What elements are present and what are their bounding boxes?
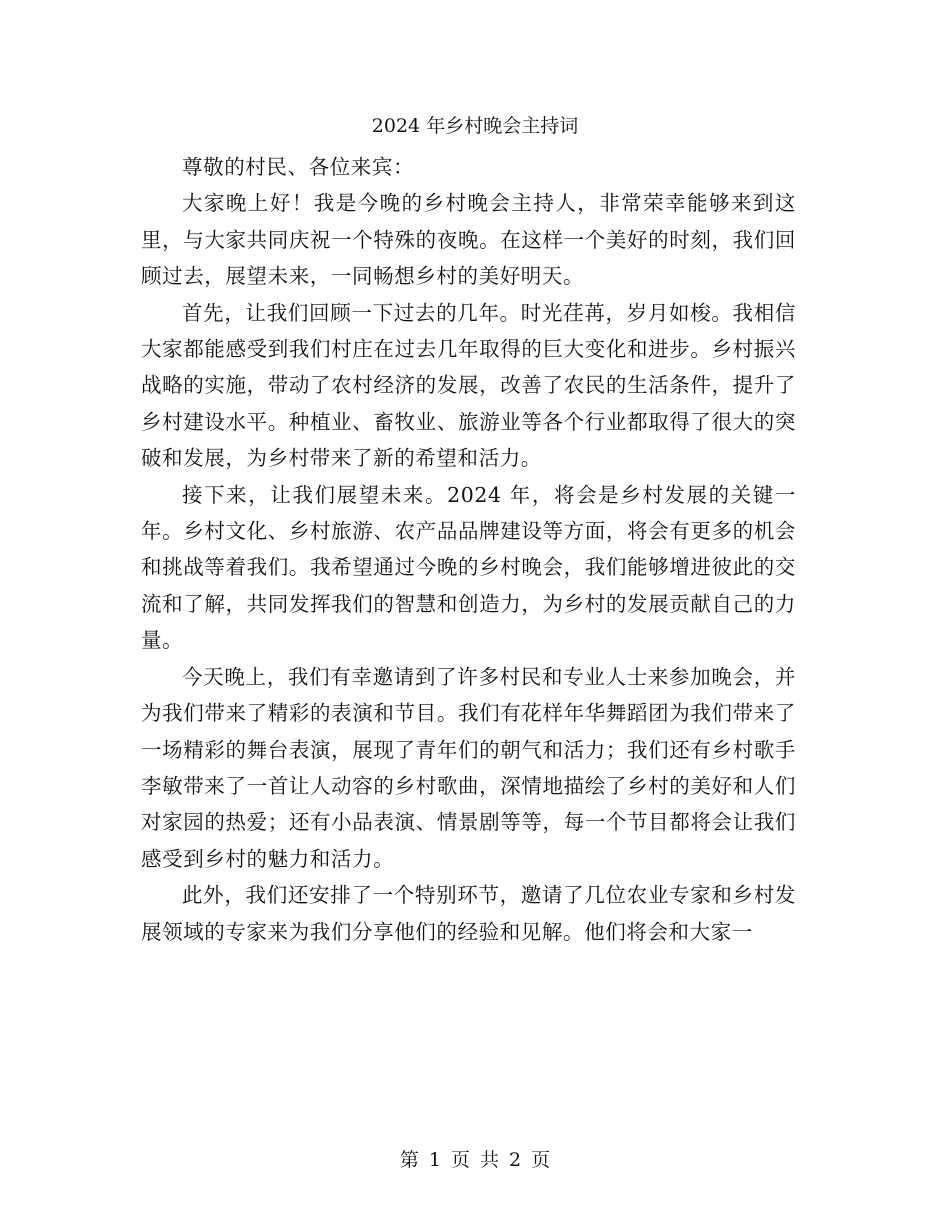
paragraph-2: 首先，让我们回顾一下过去的几年。时光荏苒，岁月如梭。我相信大家都能感受到我们村庄在过去几年取得的巨大变化和进步。乡村振兴战略的实施，带动了农村经济的发展，改善了农民的生活条件，提升了乡村建设水平。种植业、畜牧业、旅游业等各个行业都取得了很大的突破和发展，为乡村带来了新的希望和活力。 <box>141 300 796 471</box>
page-number-footer: 第 1 页 共 2 页 <box>399 1149 551 1171</box>
paragraph-3: 接下来，让我们展望未来。2024 年，将会是乡村发展的关键一年。乡村文化、乡村旅游、农产品品牌建设等方面，将会有更多的机会和挑战等着我们。我希望通过今晚的乡村晚会，我们能够增进彼此的交流和了解，共同发挥我们的智慧和创造力，为乡村的发展贡献自己的力量。 <box>141 482 796 653</box>
greeting-line: 尊敬的村民、各位来宾： <box>182 155 415 179</box>
document-title: 2024 年乡村晚会主持词 <box>371 115 579 137</box>
document-body <box>141 149 796 950</box>
paragraph-1: 大家晚上好！我是今晚的乡村晚会主持人，非常荣幸能够来到这里，与大家共同庆祝一个特殊的夜晚。在这样一个美好的时刻，我们回顾过去，展望未来，一同畅想乡村的美好明天。 <box>141 191 796 289</box>
paragraph-5: 此外，我们还安排了一个特别环节，邀请了几位农业专家和乡村发展领域的专家来为我们分享他们的经验和见解。他们将会和大家一 <box>141 883 796 944</box>
paragraph-4: 今天晚上，我们有幸邀请到了许多村民和专业人士来参加晚会，并为我们带来了精彩的表演和节目。我们有花样年华舞蹈团为我们带来了一场精彩的舞台表演，展现了青年们的朝气和活力；我们还有乡村歌手李敏带来了一首让人动容的乡村歌曲，深情地描绘了乡村的美好和人们对家园的热爱；还有小品表演、情景剧等等，每一个节目都将会让我们感受到乡村的魅力和活力。 <box>141 664 796 871</box>
